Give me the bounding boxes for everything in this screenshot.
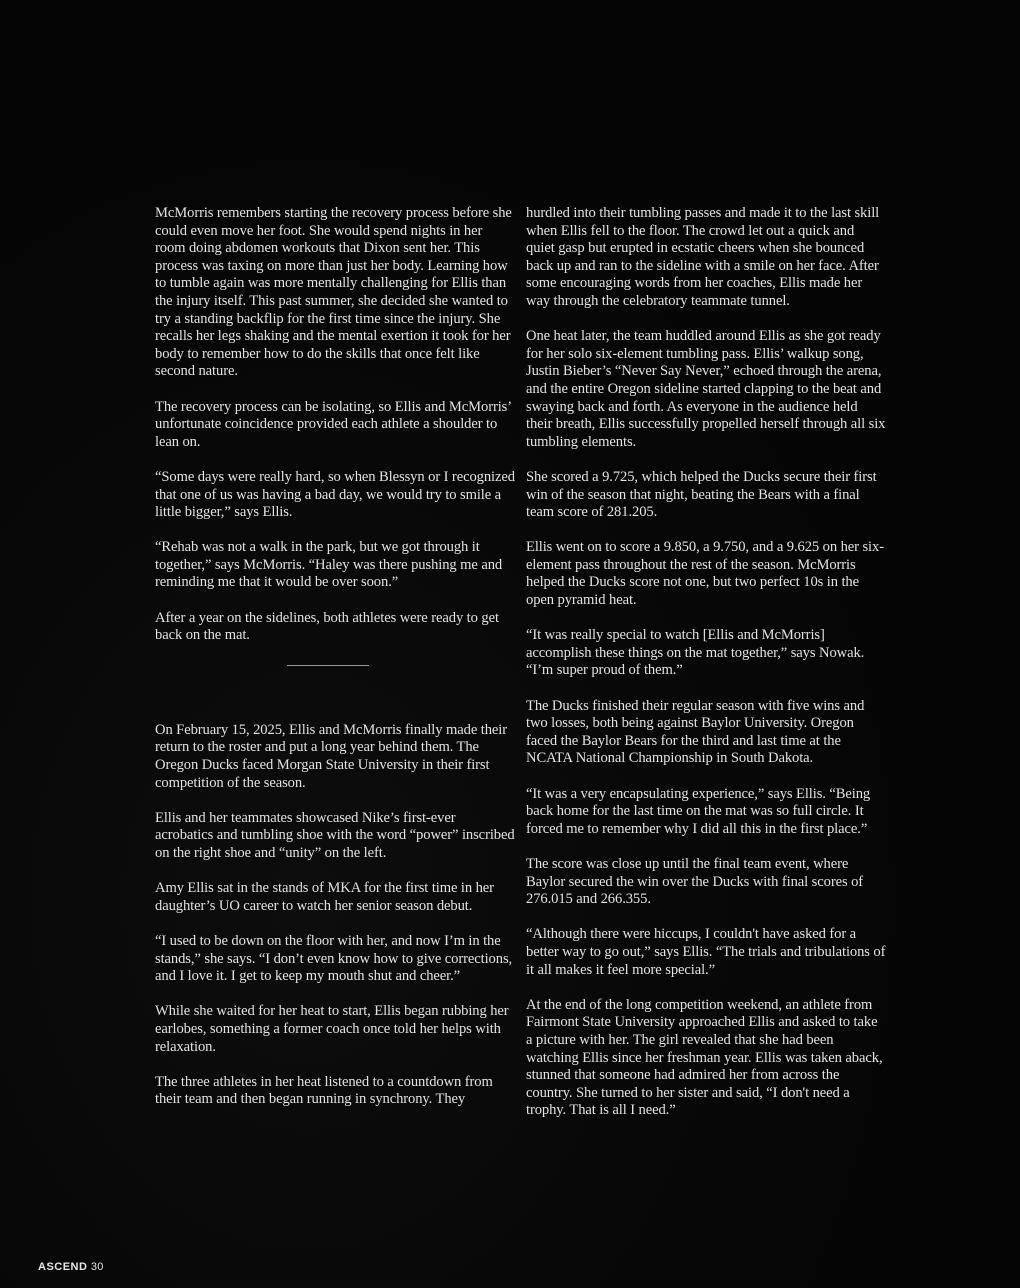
paragraph: “It was a very encapsulating experience,” says Ellis. “Being back home for the last time on the mat was so full circle. It forced me to remember why I did all this in the first place.” <box>526 785 871 837</box>
publication-name: ASCEND <box>38 1261 88 1273</box>
paragraph: “Some days were really hard, so when Blessyn or I recognized that one of us was having a bad day, we would try to smile a little bigger,” says Ellis. <box>155 468 515 521</box>
paragraph: While she waited for her heat to start, Ellis began rubbing her earlobes, something a former coach once told her helps with relaxation. <box>155 1003 509 1055</box>
section-divider <box>287 665 369 666</box>
paragraph: “It was really special to watch [Ellis and McMorris] accomplish these things on the mat together,” says Nowak. “I’m super proud of them.” <box>526 627 865 679</box>
paragraph: After a year on the sidelines, both athletes were ready to get back on the mat. <box>155 609 499 644</box>
paragraph: One heat later, the team huddled around Ellis as she got ready for her solo six-element tumbling pass. Ellis’ walkup song, Justin Bieber’s “Never Say Never,” echoed through the arena, and the entire Oregon sideline started clapping to the beat and swaying back and forth. As everyone in the audience held their breath, Ellis successfully propelled herself through all six tumbling elements. <box>526 328 886 450</box>
paragraph: hurdled into their tumbling passes and made it to the last skill when Ellis fell to the floor. The crowd let out a quick and quiet gasp but erupted in ecstatic cheers when she bounced back up and ran to the sideline with a smile on her face. After some encouraging words from her coaches, Ellis made her way through the celebratory teammate tunnel. <box>526 205 880 309</box>
paragraph: At the end of the long competition weekend, an athlete from Fairmont State University approached Ellis and asked to take a picture with her. The girl revealed that she had been watching Ellis since her freshman year. Ellis was taken aback, stunned that someone had admired her from across the country. She turned to her sister and said, “I don't need a trophy. That is all I need.” <box>526 996 883 1119</box>
paragraph: Ellis and her teammates showcased Nike’s first-ever acrobatics and tumbling shoe with the word “power” inscribed on the right shoe and “unity” on the left. <box>155 809 515 861</box>
divider-spacer <box>155 666 515 722</box>
article-column-right <box>526 205 886 1137</box>
paragraph: “Rehab was not a walk in the park, but we got through it together,” says McMorris. “Haley was there pushing me and reminding me that it would be over soon.” <box>155 539 503 591</box>
paragraph: The Ducks finished their regular season with five wins and two losses, both being against Baylor University. Oregon faced the Baylor Bears for the third and last time at the NCATA National Championship in South Dakota. <box>526 697 865 767</box>
paragraph: “I used to be down on the floor with her, and now I’m in the stands,” she says. “I don’t even know how to give corrections, and I love it. I get to keep my mouth shut and cheer.” <box>155 932 513 985</box>
paragraph: Ellis went on to score a 9.850, a 9.750, and a 9.625 on her six-element pass throughout the rest of the season. McMorris helped the Ducks score not one, but two perfect 10s in the open pyramid heat. <box>526 539 884 609</box>
paragraph: The recovery process can be isolating, so Ellis and McMorris’ unfortunate coincidence provided each athlete a shoulder to lean on. <box>155 398 511 450</box>
paragraph: The three athletes in her heat listened to a countdown from their team and then began running in synchrony. They <box>155 1073 493 1108</box>
article-column-left <box>155 205 515 1127</box>
paragraph: Amy Ellis sat in the stands of MKA for the first time in her daughter’s UO career to watch her senior season debut. <box>155 880 494 914</box>
paragraph: She scored a 9.725, which helped the Ducks secure their first win of the season that night, beating the Bears with a final team score of 281.205. <box>526 468 877 521</box>
paragraph: The score was close up until the final team event, where Baylor secured the win over the Ducks with final scores of 276.015 and 266.355. <box>526 855 864 908</box>
page-footer <box>38 1261 104 1273</box>
paragraph: McMorris remembers starting the recovery process before she could even move her foot. She would spend nights in her room doing abdomen workouts that Dixon sent her. This process was taxing on more than just her body. Learning how to tumble again was more mentally challenging for Ellis than the injury itself. This past summer, she decided she wanted to try a standing backflip for the first time since the injury. She recalls her legs shaking and the mental exertion it took for her body to remember how to do the skills that once felt like second nature. <box>155 205 512 380</box>
paragraph: “Although there were hiccups, I couldn't have asked for a better way to go out,” says Ellis. “The trials and tribulations of it all makes it feel more special.” <box>526 926 886 978</box>
page-number: 30 <box>90 1261 104 1273</box>
paragraph: On February 15, 2025, Ellis and McMorris finally made their return to the roster and put a long year behind them. The Oregon Ducks faced Morgan State University in their first competition of the season. <box>155 721 507 791</box>
